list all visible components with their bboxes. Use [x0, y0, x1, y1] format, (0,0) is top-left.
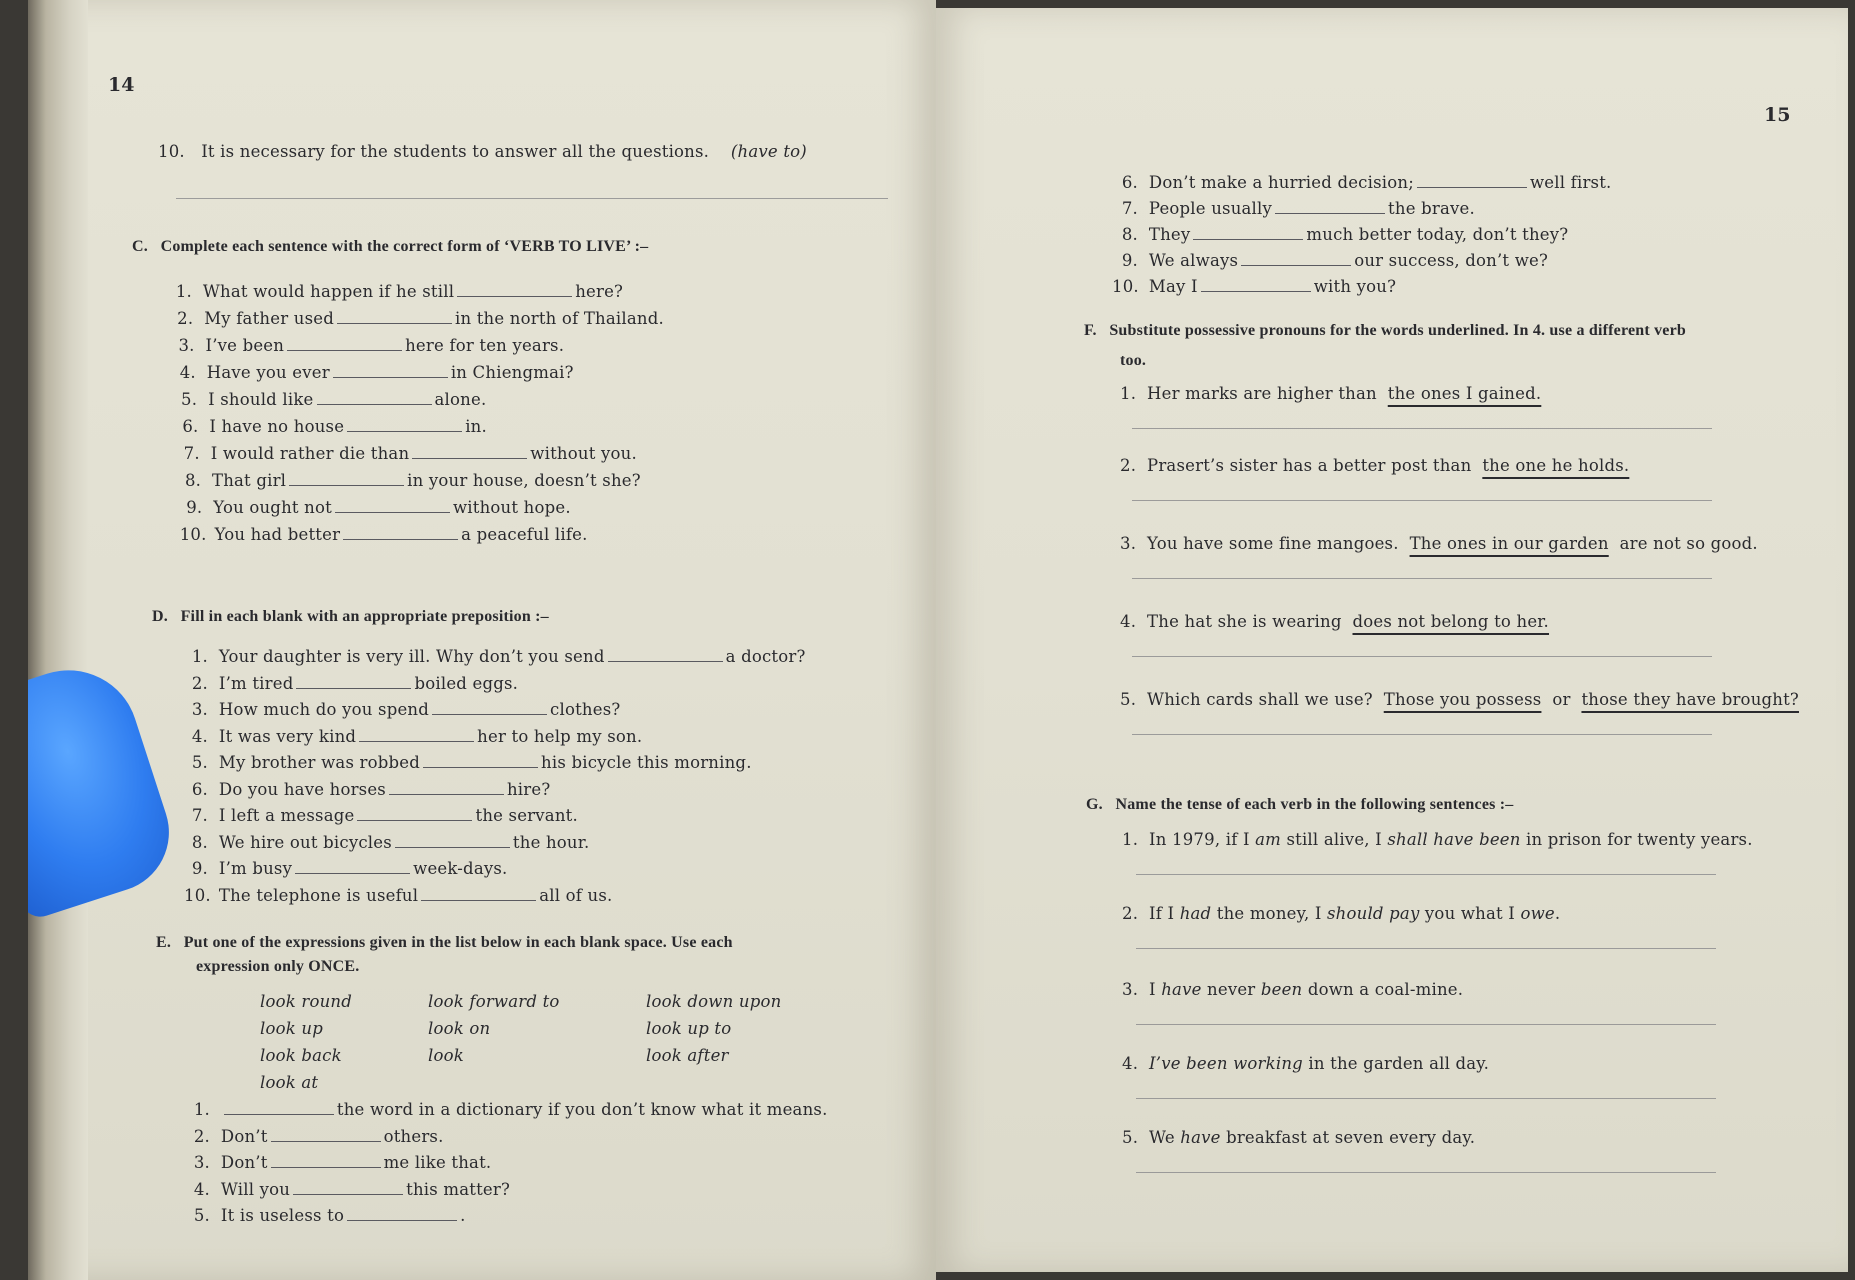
answer-line[interactable] [1132, 656, 1712, 657]
exercise-item [188, 1100, 828, 1119]
item-text-before: You had better [214, 525, 341, 544]
answer-line[interactable] [1136, 1024, 1716, 1025]
item-text: breakfast at seven every day. [1220, 1128, 1476, 1147]
item-text-before: How much do you spend [218, 700, 430, 719]
section-letter: F. [1084, 322, 1097, 339]
item-number: 2. [191, 673, 208, 693]
answer-blank[interactable] [271, 1129, 381, 1142]
answer-line[interactable] [1136, 1098, 1716, 1099]
item-text-after: week-days. [413, 859, 508, 878]
section-d-heading [152, 608, 549, 626]
item-number: 3. [191, 700, 208, 719]
section-instruction: Complete each sentence with the correct form of ‘VERB TO LIVE’ :– [160, 238, 649, 255]
underlined-phrase: the one he holds. [1482, 456, 1630, 475]
verb-phrase: been [1260, 980, 1303, 999]
item-number: 9. [1121, 251, 1138, 270]
answer-blank[interactable] [271, 1155, 381, 1168]
exercise-item [177, 471, 641, 490]
item-number: 10. [158, 142, 185, 161]
item-text: In 1979, if I [1149, 830, 1256, 849]
answer-blank[interactable] [333, 365, 448, 378]
answer-blank[interactable] [1193, 227, 1303, 240]
answer-blank[interactable] [347, 1208, 457, 1221]
exercise-item [169, 309, 664, 328]
item-text-before: Don’t [220, 1153, 268, 1172]
answer-blank[interactable] [293, 1182, 403, 1195]
page-edge [28, 0, 88, 1280]
item-number: 5. [181, 390, 198, 409]
item-text-after: her to help my son. [477, 726, 643, 746]
item-number: 10. [1112, 277, 1139, 296]
answer-blank[interactable] [1417, 175, 1527, 188]
expression-option: look round [260, 992, 353, 1011]
answer-blank[interactable] [359, 729, 474, 742]
underlined-phrase: Those you possess [1383, 690, 1542, 709]
item-text-before: You ought not [213, 498, 332, 517]
underlined-phrase: those they have brought? [1581, 690, 1799, 709]
verb-phrase: shall have been [1387, 830, 1521, 849]
answer-line[interactable] [176, 198, 888, 199]
answer-blank[interactable] [412, 446, 527, 459]
exercise-item [188, 1153, 491, 1172]
item-number: 2. [177, 309, 194, 328]
answer-blank[interactable] [357, 808, 472, 821]
verb-phrase: have [1180, 1128, 1221, 1147]
item-number: 8. [184, 471, 202, 490]
item-text: The hat she is wearing [1147, 612, 1342, 631]
item-number: 9. [186, 498, 203, 517]
section-e-heading [156, 934, 733, 952]
answer-blank[interactable] [337, 311, 452, 324]
page-number: 15 [1764, 104, 1791, 126]
answer-blank[interactable] [1241, 253, 1351, 266]
item-text-after: without you. [530, 444, 637, 463]
exercise-item [175, 417, 487, 436]
item-text: If I [1149, 904, 1180, 923]
item-text-before: May I [1148, 277, 1198, 296]
section-letter: E. [156, 934, 172, 951]
item-text-before: It is useless to [220, 1206, 345, 1225]
item-text-before: Don’t [220, 1126, 268, 1146]
answer-blank[interactable] [289, 473, 404, 486]
item-text-before: I’ve been [205, 336, 285, 355]
exercise-item [184, 806, 578, 825]
item-text: are not so good. [1619, 534, 1758, 553]
item-number: 4. [1120, 612, 1137, 631]
exercise-item [184, 780, 550, 799]
item-text-after: clothes? [550, 700, 621, 719]
item-text-after: alone. [434, 390, 487, 409]
page-number: 14 [108, 74, 135, 96]
section-f-heading [1084, 322, 1686, 340]
item-text-before: I would rather die than [210, 444, 410, 463]
item-text-before: Your daughter is very ill. Why don’t you send [218, 647, 605, 666]
item-text-before: I’m tired [218, 673, 294, 693]
expression-option: look [428, 1046, 464, 1065]
exercise-item [184, 700, 620, 719]
exercise-item [184, 859, 508, 878]
exercise-item [184, 833, 589, 852]
item-number: 8. [191, 832, 208, 852]
exercise-item [184, 674, 518, 693]
answer-blank[interactable] [295, 861, 410, 874]
section-instruction: Name the tense of each verb in the following sentences :– [1115, 796, 1514, 813]
answer-blank[interactable] [457, 284, 572, 297]
verb-phrase: owe [1520, 904, 1555, 923]
item-text: You have some fine mangoes. [1147, 534, 1399, 553]
item-number: 4. [193, 1179, 210, 1199]
verb-phrase: I’ve been working [1149, 1054, 1303, 1073]
item-text: you what I [1419, 904, 1521, 923]
item-number: 4. [1122, 1054, 1139, 1073]
item-text-after: all of us. [539, 885, 613, 905]
exercise-item [1112, 277, 1396, 296]
item-text: or [1552, 690, 1571, 709]
answer-blank[interactable] [1201, 279, 1311, 292]
exercise-item [171, 336, 565, 355]
answer-blank[interactable] [395, 835, 510, 848]
item-text: Which cards shall we use? [1147, 690, 1373, 709]
item-text-before: They [1148, 225, 1191, 244]
item-text-before: Don’t make a hurried decision; [1148, 173, 1414, 192]
answer-blank[interactable] [224, 1102, 334, 1115]
underlined-phrase: The ones in our garden [1409, 534, 1609, 553]
item-text-after: our success, don’t we? [1354, 251, 1549, 270]
item-text-after: in. [465, 417, 487, 436]
item-text-after: the servant. [475, 806, 578, 825]
expression-option: look after [646, 1046, 729, 1065]
item-text: still alive, I [1281, 830, 1388, 849]
item-text-after: without hope. [452, 498, 571, 517]
answer-blank[interactable] [1275, 201, 1385, 214]
exercise-item [184, 727, 642, 746]
item-text: . [1554, 904, 1561, 923]
item-text-before: I should like [208, 390, 314, 409]
thumb [28, 652, 184, 922]
item-number: 6. [182, 417, 199, 436]
section-instruction: Put one of the expressions given in the list below in each blank space. Use each [183, 934, 733, 951]
verb-phrase: am [1255, 830, 1281, 849]
intro-item [158, 142, 807, 161]
item-text-after: here for ten years. [405, 336, 565, 355]
item-text-before: The telephone is useful [218, 885, 419, 905]
item-text-after: in your house, doesn’t she? [407, 471, 641, 490]
item-text: It is necessary for the students to answer all the questions. [201, 142, 710, 161]
verb-phrase: had [1179, 904, 1212, 923]
answer-blank[interactable] [343, 527, 458, 540]
item-number: 10. [184, 885, 211, 905]
exercise-item [1122, 830, 1753, 849]
item-text-before: People usually [1148, 199, 1273, 218]
item-text: in the garden all day. [1302, 1054, 1490, 1073]
item-number: 7. [191, 806, 208, 825]
exercise-item [172, 363, 574, 382]
item-number: 1. [191, 647, 208, 666]
item-text-after: hire? [506, 779, 551, 799]
item-text-before: My father used [204, 309, 334, 328]
underlined-phrase: does not belong to her. [1352, 612, 1550, 631]
item-text-after: boiled eggs. [414, 673, 519, 693]
item-number: 2. [1120, 456, 1137, 475]
item-number: 5. [191, 753, 208, 772]
item-text-after: a peaceful life. [461, 525, 588, 544]
section-letter: D. [152, 608, 168, 625]
item-text-before: What would happen if he still [202, 282, 455, 301]
expression-option: look down upon [646, 992, 782, 1011]
item-text: Her marks are higher than [1147, 384, 1377, 403]
item-number: 4. [179, 363, 196, 382]
answer-blank[interactable] [421, 888, 536, 901]
exercise-item [173, 390, 486, 409]
section-letter: C. [132, 238, 148, 255]
item-text-after: the word in a dictionary if you don’t know what it means. [336, 1100, 828, 1119]
answer-blank[interactable] [317, 392, 432, 405]
item-number: 3. [1120, 534, 1137, 553]
item-text: Prasert’s sister has a better post than [1147, 456, 1472, 475]
exercise-item [188, 1180, 510, 1199]
exercise-item [1122, 904, 1560, 923]
item-text-after: a doctor? [725, 647, 806, 666]
item-text-after: with you? [1313, 277, 1397, 296]
item-text-before: I have no house [209, 417, 345, 436]
expression-option: look at [260, 1073, 319, 1092]
answer-line[interactable] [1132, 500, 1712, 501]
verb-phrase: have [1161, 980, 1202, 999]
answer-line[interactable] [1136, 1172, 1716, 1173]
item-text-before: We hire out bicycles [218, 832, 392, 852]
section-instruction: Fill in each blank with an appropriate preposition :– [180, 608, 549, 625]
item-text: the money, I [1211, 904, 1327, 923]
item-text-after: . [460, 1206, 466, 1225]
item-number: 3. [193, 1153, 210, 1172]
item-text-before: I left a message [218, 806, 355, 825]
item-text-after: in Chiengmai? [450, 363, 574, 382]
expression-option: look back [260, 1046, 342, 1065]
exercise-item [1112, 225, 1568, 244]
item-number: 1. [1122, 830, 1139, 849]
exercise-item [180, 525, 588, 544]
item-text-after: this matter? [406, 1179, 511, 1199]
expression-option: look forward to [428, 992, 560, 1011]
section-instruction: Substitute possessive pronouns for the words underlined. In 4. use a different verb [1109, 322, 1686, 339]
answer-line[interactable] [1136, 874, 1716, 875]
item-number: 4. [191, 726, 208, 746]
exercise-item [176, 444, 637, 463]
item-number: 7. [1121, 199, 1138, 218]
exercise-item [168, 282, 623, 301]
exercise-item [1122, 1128, 1475, 1147]
section-g-heading [1086, 796, 1513, 814]
item-text: never [1201, 980, 1261, 999]
answer-blank[interactable] [335, 500, 450, 513]
exercise-item [188, 1127, 444, 1146]
answer-blank[interactable] [296, 676, 411, 689]
exercise-item [1112, 199, 1475, 218]
item-text-before: My brother was robbed [218, 753, 421, 772]
item-text: in prison for twenty years. [1520, 830, 1753, 849]
exercise-item [184, 886, 612, 905]
exercise-item [1112, 251, 1548, 270]
expression-option: look on [428, 1019, 491, 1038]
section-e-instruction-line2: expression only ONCE. [196, 958, 360, 975]
exercise-item [178, 498, 570, 517]
item-hint: (have to) [730, 142, 807, 161]
item-number: 7. [183, 444, 200, 463]
item-text-before: Have you ever [206, 363, 330, 382]
answer-blank[interactable] [389, 782, 504, 795]
exercise-item [1120, 384, 1541, 403]
item-number: 5. [1120, 690, 1137, 709]
item-text-before: I’m busy [218, 859, 293, 878]
item-number: 5. [1122, 1128, 1139, 1147]
exercise-item [184, 753, 752, 772]
item-number: 3. [1122, 980, 1139, 999]
item-text-after: much better today, don’t they? [1306, 225, 1569, 244]
item-text-after: his bicycle this morning. [541, 753, 752, 772]
answer-line[interactable] [1136, 948, 1716, 949]
item-text: down a coal-mine. [1302, 980, 1464, 999]
item-number: 1. [193, 1100, 210, 1119]
exercise-item [1112, 173, 1611, 192]
answer-line[interactable] [1132, 578, 1712, 579]
exercise-item [1120, 612, 1549, 631]
exercise-item [1122, 980, 1463, 999]
item-text-before: We always [1148, 251, 1239, 270]
answer-blank[interactable] [423, 755, 538, 768]
section-f-instruction-line2: too. [1120, 352, 1147, 369]
item-text-after: in the north of Thailand. [454, 309, 664, 328]
answer-blank[interactable] [347, 419, 462, 432]
item-number: 6. [1121, 173, 1138, 192]
left-page [28, 0, 936, 1280]
exercise-item [1122, 1054, 1489, 1073]
section-c-heading [132, 238, 648, 256]
item-number: 2. [193, 1126, 210, 1146]
item-text-before: That girl [211, 471, 287, 490]
answer-line[interactable] [1132, 428, 1712, 429]
item-number: 6. [191, 779, 208, 799]
item-text: I [1149, 980, 1162, 999]
answer-blank[interactable] [608, 649, 723, 662]
answer-blank[interactable] [432, 702, 547, 715]
expression-option: look up [260, 1019, 323, 1038]
answer-line[interactable] [1132, 734, 1712, 735]
verb-phrase: should pay [1327, 904, 1420, 923]
exercise-item [188, 1206, 466, 1225]
exercise-item [184, 647, 806, 666]
item-number: 8. [1121, 225, 1138, 244]
expression-option: look up to [646, 1019, 732, 1038]
underlined-phrase: the ones I gained. [1387, 384, 1542, 403]
item-number: 3. [178, 336, 195, 355]
item-text-after: others. [383, 1126, 444, 1146]
item-text-before: Will you [220, 1179, 291, 1199]
item-text-after: me like that. [383, 1153, 492, 1172]
exercise-item [1120, 456, 1629, 475]
item-text-before: Do you have horses [218, 779, 386, 799]
exercise-item [1120, 690, 1799, 709]
item-number: 9. [191, 859, 208, 878]
item-number: 5. [193, 1206, 210, 1225]
right-page [936, 8, 1848, 1272]
item-number: 1. [1120, 384, 1137, 403]
item-text-before: It was very kind [218, 726, 357, 746]
item-text-after: the hour. [512, 832, 590, 852]
item-text-after: here? [575, 282, 624, 301]
item-number: 2. [1122, 904, 1139, 923]
item-number: 10. [179, 525, 207, 544]
item-text: We [1149, 1128, 1181, 1147]
exercise-item [1120, 534, 1758, 553]
section-letter: G. [1086, 796, 1103, 813]
item-text-after: the brave. [1388, 199, 1475, 218]
answer-blank[interactable] [287, 338, 402, 351]
item-number: 1. [175, 282, 192, 301]
item-text-after: well first. [1529, 173, 1612, 192]
